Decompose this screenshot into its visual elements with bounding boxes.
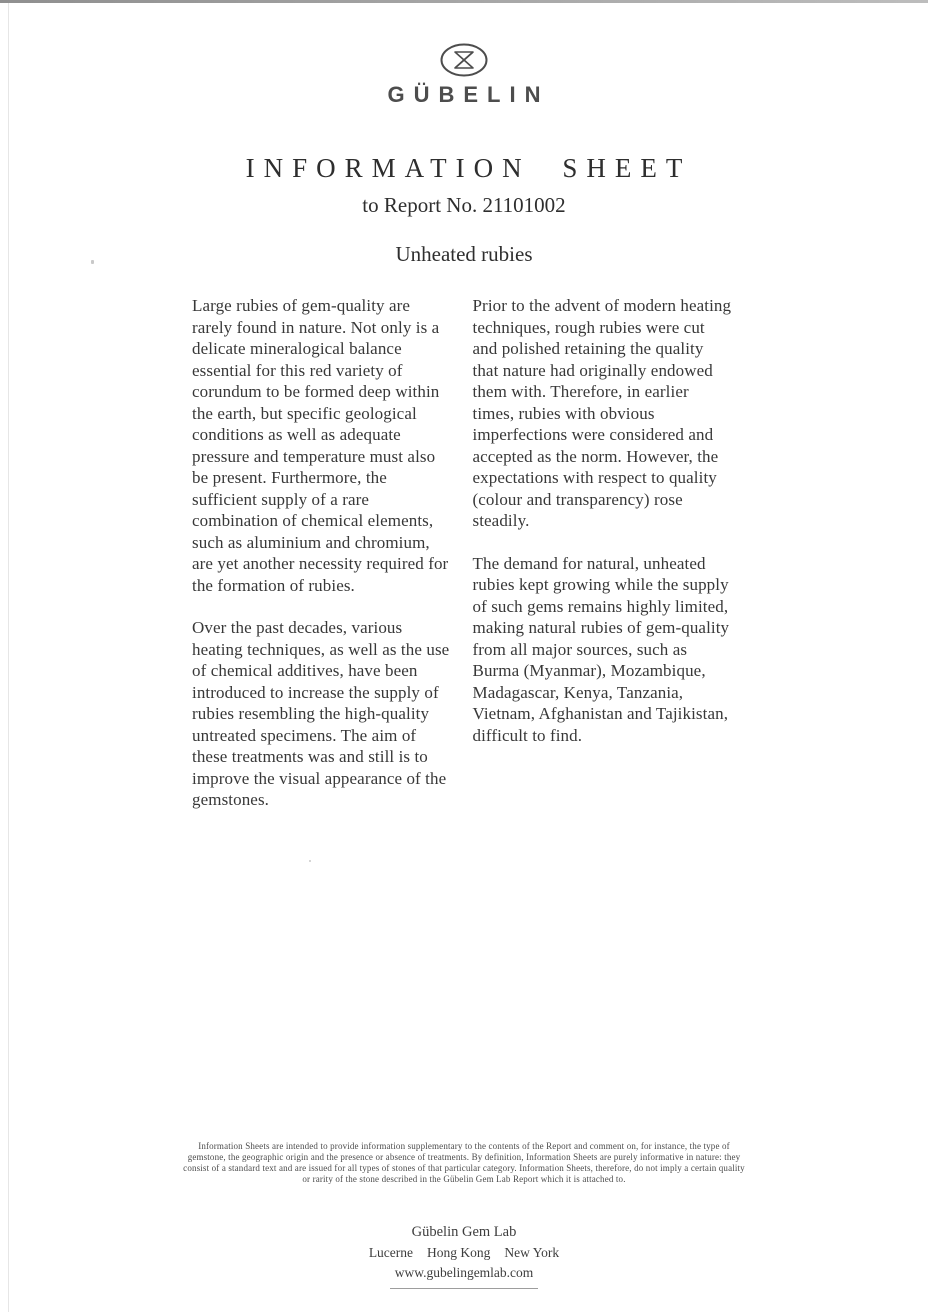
footer-lab-name: Gübelin Gem Lab [411,1224,517,1240]
footer-location-lucerne: Lucerne [368,1245,414,1260]
page-title: INFORMATION SHEET [245,153,692,183]
paragraph-treatments: Over the past decades, various heating techniques, as well as the use of chemical additives, have been introduced to increase the supply of rubies resembling the high-quality untreated specimens. The aim of these treatments was and still is to improve the visual appearance of the gemstones. [192,618,450,809]
scan-speck [309,860,311,862]
footer-website: www.gubelingemlab.com [394,1265,534,1280]
body-columns [192,295,732,832]
paragraph-formation: Large rubies of gem-quality are rarely found in nature. Not only is a delicate mineralogical balance essential for this red variety of corundum to be formed deep within the earth, but specific geological conditions as well as adequate pressure and temperature must also be present. Furthermore, the sufficient supply of a rare combination of chemical elements, such as aluminium and chromium, are yet another necessity required for the formation of rubies. [192,296,449,595]
paragraph-history: Prior to the advent of modern heating techniques, rough rubies were cut and polished retaining the quality that nature had originally endowed them with. Therefore, in earlier times, rubies with obvious imperfections were considered and accepted as the norm. However, the expectations with respect to quality (colour and transparency) rose steadily. [472,296,732,530]
left-column [192,295,452,832]
footer [0,1224,928,1289]
right-column [473,295,733,832]
footer-locations [0,1245,928,1261]
paragraph-demand: The demand for natural, unheated rubies kept growing while the supply of such gems remains highly limited, making natural rubies of gem-quality from all major sources, such as Burma (Myanmar), Mozambique, Madagascar, Kenya, Tanzania, Vietnam, Afghanistan and Tajikistan, difficult to find. [472,553,730,745]
brand-wordmark: GÜBELIN [387,82,550,107]
footer-location-newyork: New York [504,1245,560,1260]
guebelin-scale-emblem-icon [439,42,489,78]
footer-rule [390,1288,538,1289]
disclaimer-fine-print: Information Sheets are intended to provide information supplementary to the contents of the Report and comment on, for instance, the type of gemstone, the geographic origin and the presence or absence of treatments. By definition, Information Sheets are purely informative in nature: they consist of a standard text and are issued for all types of stones of that particular category. Information Sheets, therefore, do not imply a certain quality or rarity of the stone described in the Gübelin Gem Lab Report which it is attached to. [183,1141,745,1184]
logo-block [0,42,928,108]
footer-location-hongkong: Hong Kong [427,1245,491,1260]
stone-category-heading: Unheated rubies [395,242,533,266]
scan-top-edge [0,0,928,3]
report-number-line: to Report No. 21101002 [362,193,566,217]
title-block [0,153,928,218]
